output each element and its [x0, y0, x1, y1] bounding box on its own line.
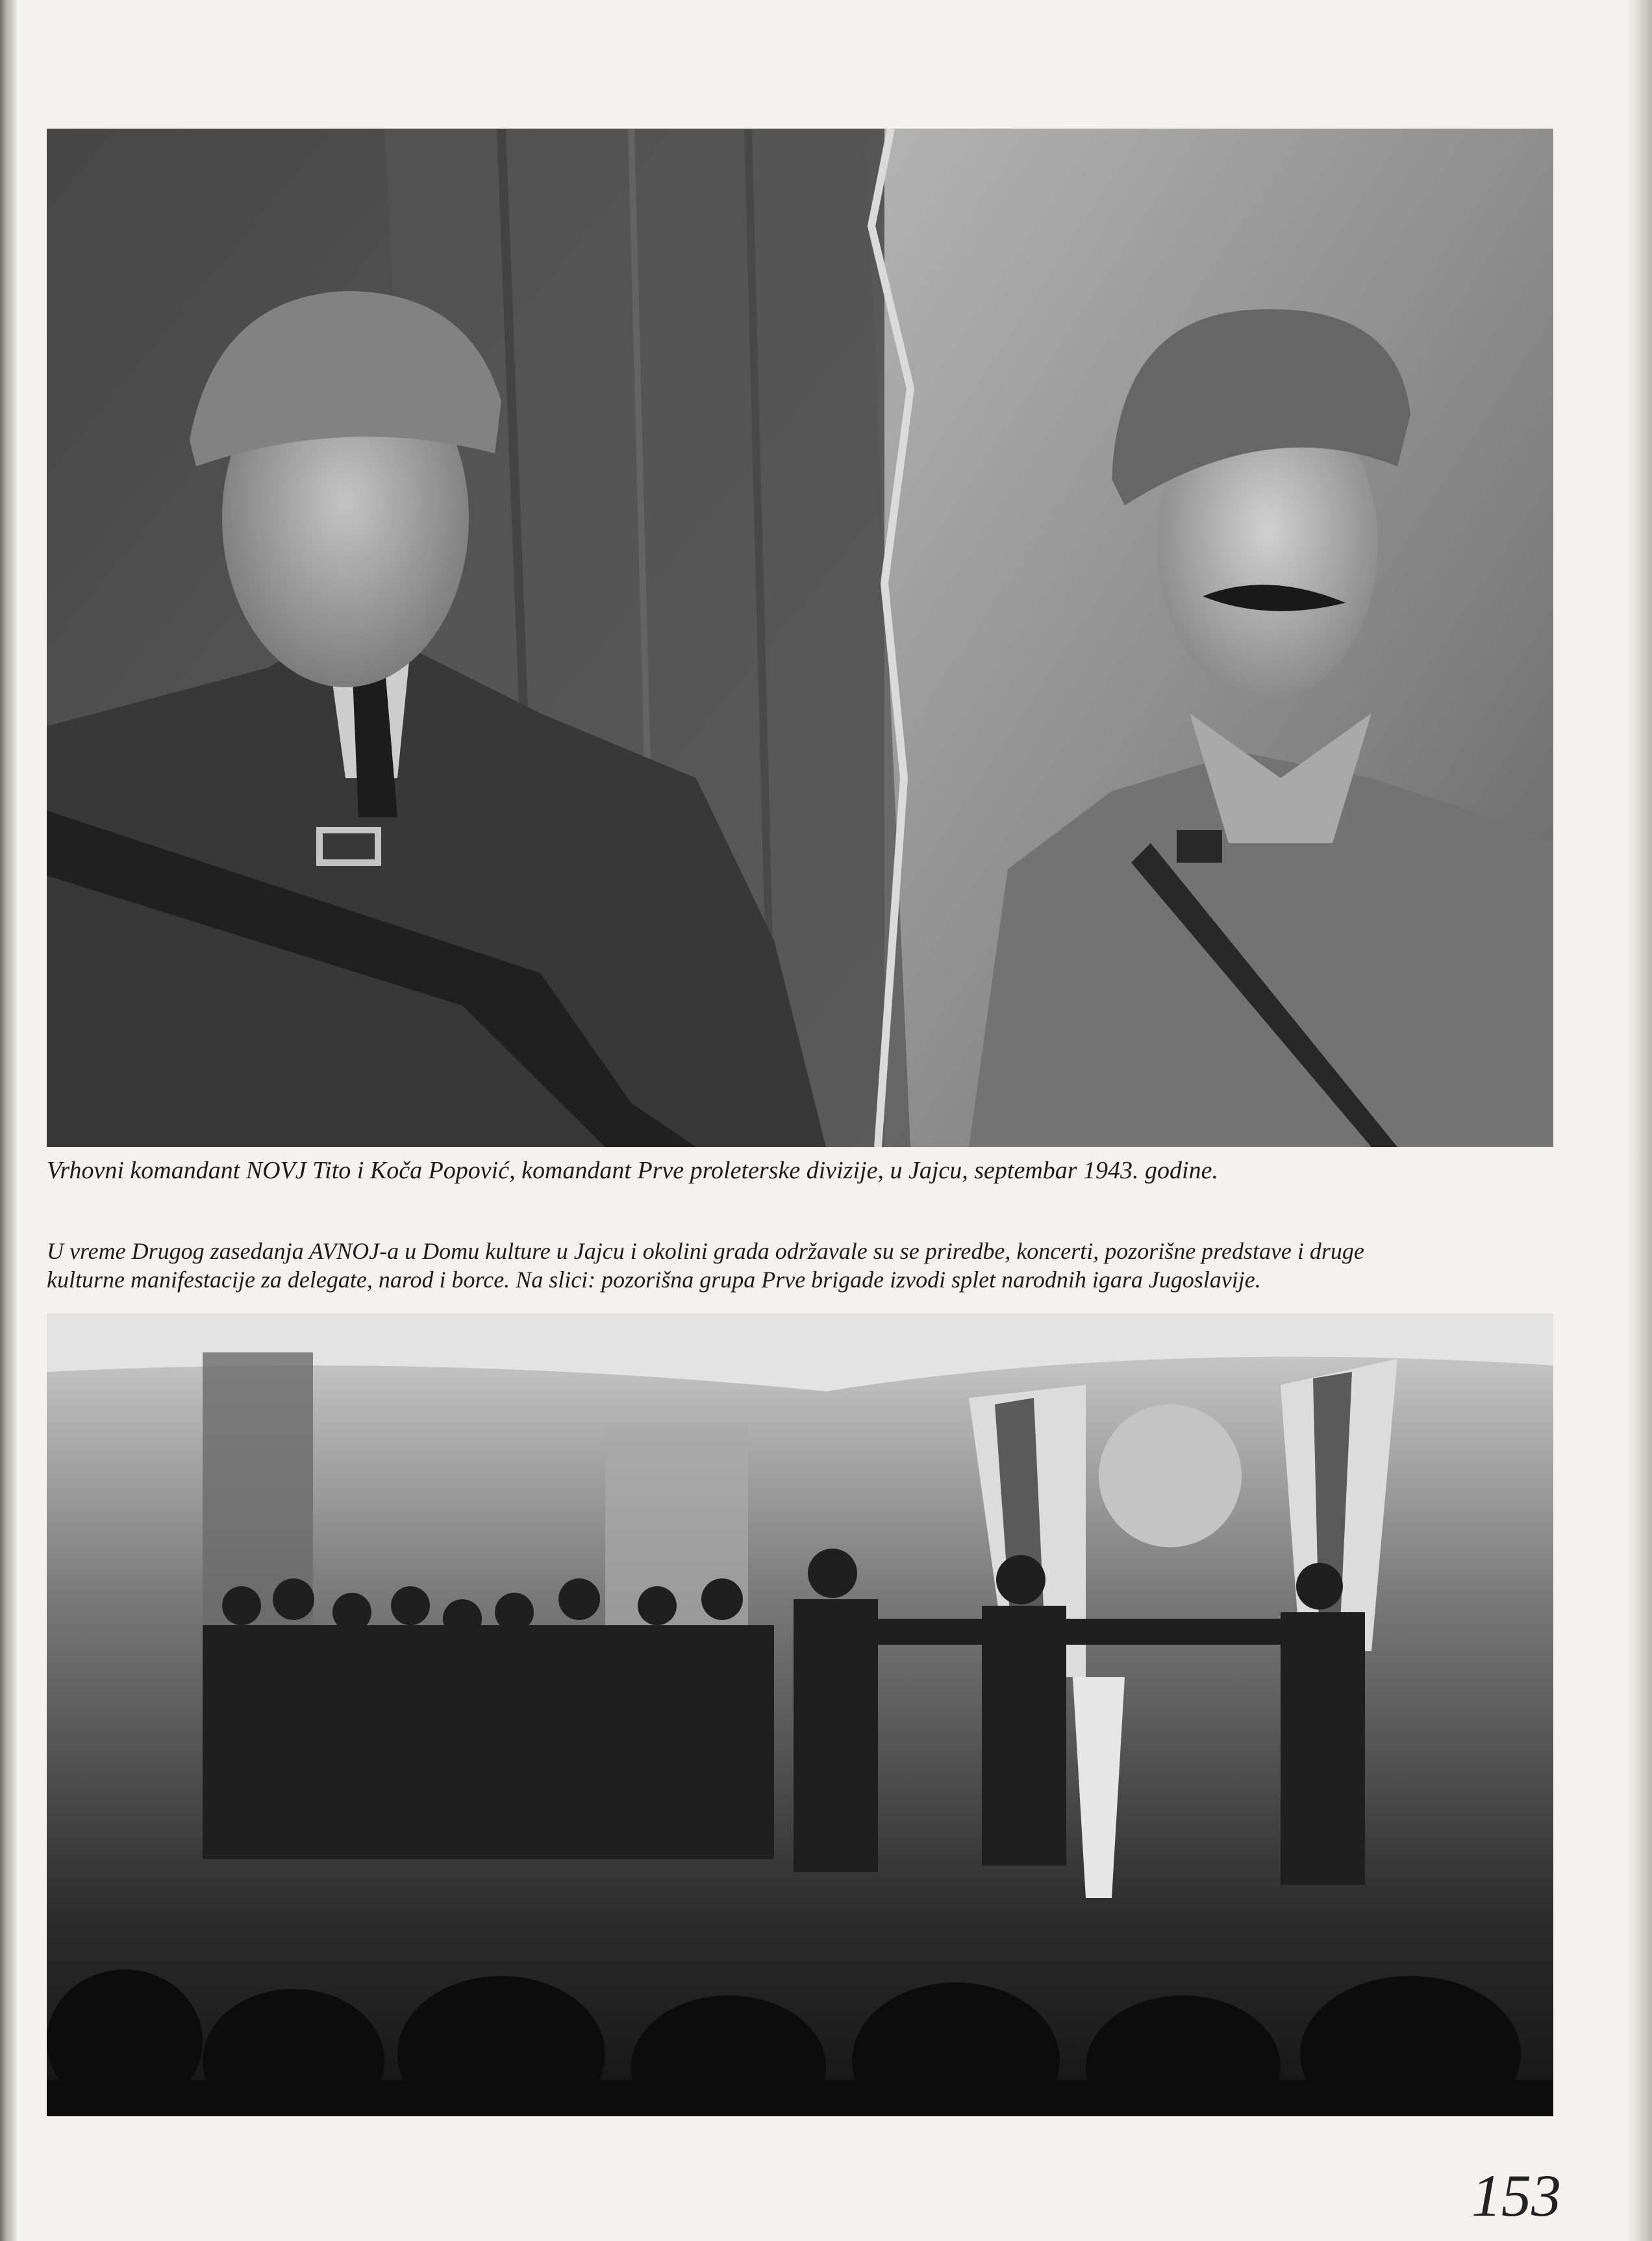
photo-caption-bottom-line2: kulturne manifestacije za delegate, narod i borce. Na slici: pozorišna grupa Prve brigade izvodi splet narodnih igara Jugoslavije.	[47, 1267, 1261, 1293]
photo-caption-top: Vrhovni komandant NOVJ Tito i Koča Popović, komandant Prve proleterske divizije, u Jajcu, septembar 1943. godine.	[47, 1157, 1218, 1184]
photo-portrait-two-officers	[47, 129, 1553, 1147]
page-edge-right	[1626, 0, 1652, 2241]
photo-portrait-graphic	[47, 129, 1553, 1147]
photo-caption-bottom-line1: U vreme Drugog zasedanja AVNOJ-a u Domu kulture u Jajcu i okolini grada održavale su se priredbe, koncerti, pozorišne predstave i druge	[47, 1238, 1364, 1264]
photo-caption-bottom	[47, 1237, 1566, 1294]
photo-stage-graphic	[47, 1313, 1553, 2116]
page-edge-left	[0, 0, 17, 2241]
photo-stage-performance	[47, 1313, 1553, 2116]
page-number: 153	[1471, 2162, 1561, 2229]
